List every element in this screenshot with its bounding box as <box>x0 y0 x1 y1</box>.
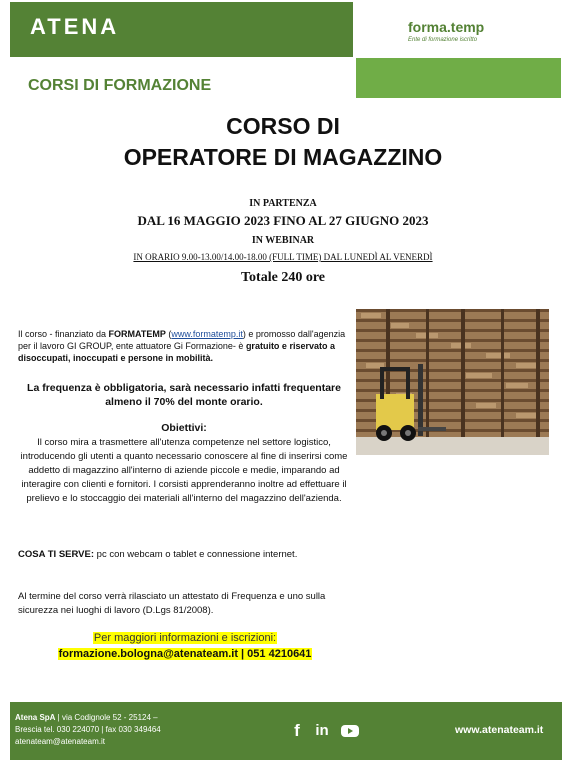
footer-phones: Brescia tel. 030 224070 | fax 030 349464 <box>15 725 161 734</box>
forklift-warehouse-photo <box>356 309 549 455</box>
course-hours: IN ORARIO 9.00-13.00/14.00-18.00 (FULL TIME) DAL LUNEDÌ AL VENERDÌ <box>133 252 433 262</box>
atena-logo: ATENA <box>30 14 120 39</box>
certificate-note: Al termine del corso verrà rilasciato un attestato di Frequenza e uno sulla sicurezza nei luoghi di lavoro (D.Lgs 81/2008). <box>18 591 326 616</box>
requirements-text: pc con webcam o tablet e connessione internet. <box>94 549 298 560</box>
section-label: CORSI DI FORMAZIONE <box>28 77 212 94</box>
contact-email-phone[interactable]: formazione.bologna@atenateam.it | 051 4210641 <box>58 648 312 660</box>
objectives-text: Il corso mira a trasmettere all'utenza competenze nel settore logistico, introducendo gli utenti a quanto necessario conoscere al fine di inserirsi come addetto di magazzino all'interno di aziende piccole e medie, imparando ad interagire con clienti e fornitori. I corsisti apprenderanno inoltre ad effettuare il prelievo e lo stoccaggio dei materiali all'interno del magazzino dell'azienda. <box>20 437 348 504</box>
course-mode: IN WEBINAR <box>251 235 315 246</box>
intro-funder: FORMATEMP <box>108 329 166 339</box>
decorative-green-block <box>356 58 561 98</box>
formatemp-logo <box>408 20 484 44</box>
footer-email[interactable]: atenateam@atenateam.it <box>15 737 105 746</box>
requirements <box>18 548 338 562</box>
course-total-hours: Totale 240 ore <box>241 270 325 285</box>
course-title-line1: CORSO DI <box>226 113 340 139</box>
course-dates: DAL 16 MAGGIO 2023 FINO AL 27 GIUGNO 2023 <box>137 213 429 228</box>
formatemp-logo-tagline: Ente di formazione iscritto <box>408 37 478 43</box>
contact-info-label-text: Per maggiori informazioni e iscrizioni: <box>93 632 277 644</box>
footer-street: | via Codignole 52 - 25124 – <box>55 713 158 722</box>
footer-address-line1 <box>15 712 225 724</box>
formatemp-link[interactable]: www.formatemp.it <box>171 329 243 339</box>
intro-eligibility: gratuito e riservato a disoccupati, inoccupati e persone in mobilità. <box>18 341 335 363</box>
course-title-line2: OPERATORE DI MAGAZZINO <box>123 144 443 170</box>
linkedin-icon[interactable]: in <box>315 722 329 739</box>
formatemp-logo-name: forma.temp <box>408 19 485 35</box>
requirements-label: COSA TI SERVE: <box>18 549 95 560</box>
youtube-icon[interactable] <box>340 722 358 740</box>
footer-website-link[interactable]: www.atenateam.it <box>455 724 544 736</box>
intro-text-1: Il corso - finanziato da <box>18 329 109 339</box>
objectives-title: Obiettivi: <box>161 422 207 434</box>
course-intro <box>18 328 350 364</box>
contact-info <box>0 648 370 660</box>
facebook-icon[interactable]: f <box>294 721 300 740</box>
start-label: IN PARTENZA <box>249 198 317 209</box>
intro-text-3: ) e promosso dall'agenzia per il lavoro GI GROUP, ente attuatore Gi Formazione- è <box>18 329 346 351</box>
frequency-note: La frequenza è obbligatoria, sarà necessario infatti frequentare almeno il 70% del monte orario. <box>27 382 341 408</box>
contact-info-label <box>0 632 370 644</box>
footer-address <box>15 712 225 748</box>
footer-company: Atena SpA <box>15 713 56 722</box>
intro-text-2: ( <box>165 329 172 339</box>
